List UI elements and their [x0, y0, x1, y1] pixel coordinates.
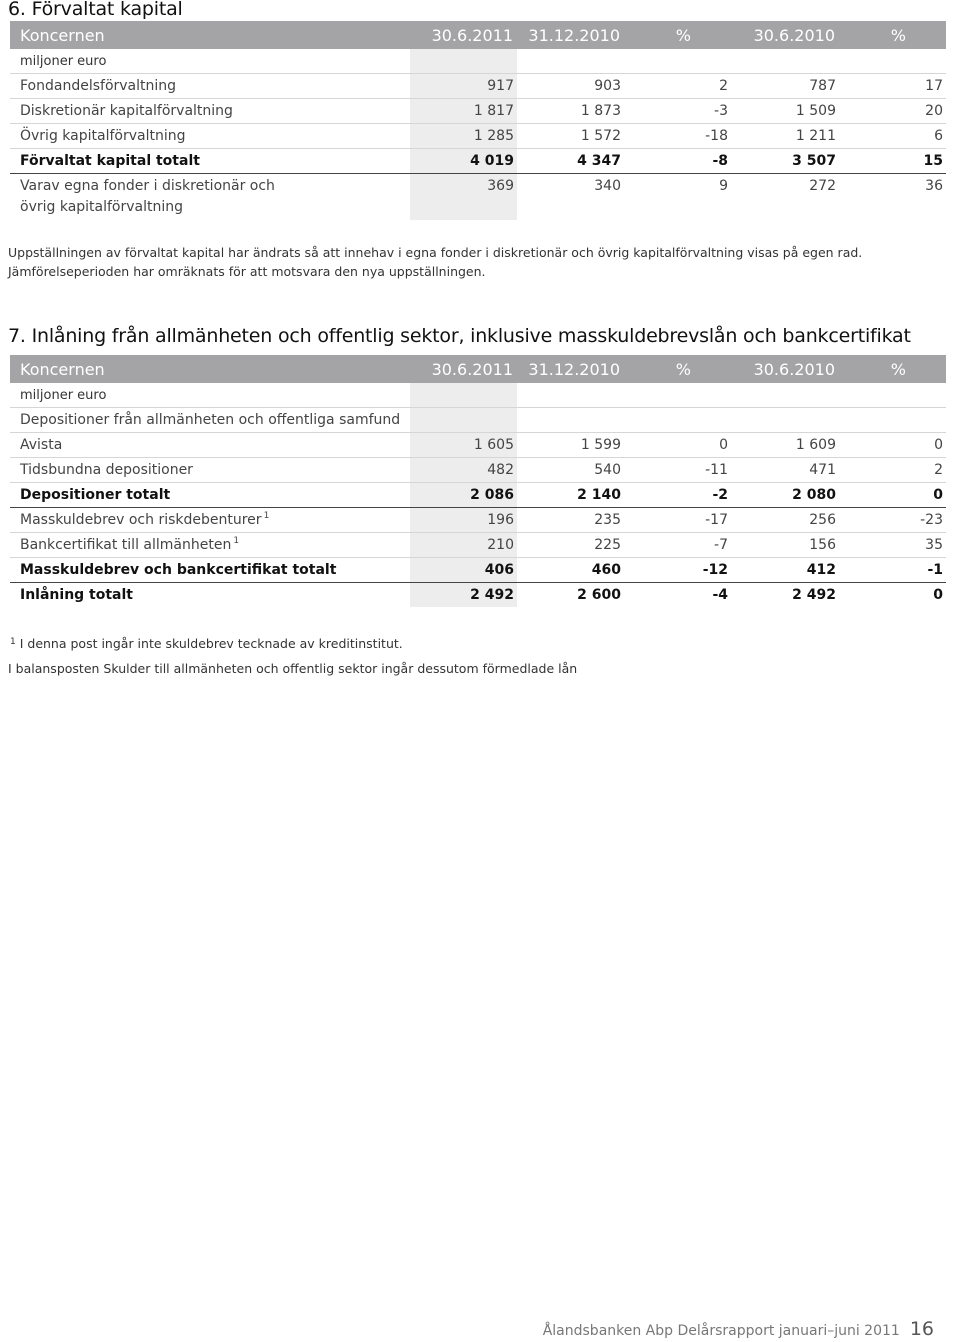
table-row-grand-total	[10, 583, 946, 608]
header-pct-2: %	[839, 355, 946, 383]
cell-value: 406	[410, 558, 517, 583]
units-label: miljoner euro	[10, 383, 410, 408]
units-row	[10, 49, 946, 74]
row-label: Inlåning totalt	[20, 587, 133, 603]
cell-value: -8	[624, 149, 731, 174]
header-date-2: 31.12.2010	[517, 355, 624, 383]
header-date-1: 30.6.2011	[410, 21, 517, 49]
subheading-label: Depositioner från allmänheten och offentliga samfund	[10, 408, 410, 433]
table-row-total	[10, 558, 946, 583]
cell-value: 4 019	[410, 149, 517, 174]
cell-value: 917	[410, 74, 517, 99]
cell-value: 460	[517, 558, 624, 583]
header-date-2: 31.12.2010	[517, 21, 624, 49]
table-row	[10, 458, 946, 483]
table-row-total	[10, 149, 946, 174]
page-number: 16	[909, 1318, 934, 1340]
cell-value: -3	[624, 99, 731, 124]
cell-value: -11	[624, 458, 731, 483]
table-header-row	[10, 355, 946, 383]
cell-value: 369	[410, 174, 517, 221]
row-label: Depositioner totalt	[10, 483, 410, 508]
cell-value: 1 873	[517, 99, 624, 124]
table-row	[10, 533, 946, 558]
cell-value: 210	[410, 533, 517, 558]
row-label: Tidsbundna depositioner	[10, 458, 410, 483]
header-date-1: 30.6.2011	[410, 355, 517, 383]
header-date-3: 30.6.2010	[731, 21, 839, 49]
cell-value: 2 492	[792, 587, 836, 603]
cell-value: 1 285	[410, 124, 517, 149]
table-row	[10, 433, 946, 458]
cell-value: 1 599	[517, 433, 624, 458]
note-line: Jämförelseperioden har omräknats för att motsvara den nya uppställningen.	[8, 264, 486, 279]
cell-value: 2 140	[517, 483, 624, 508]
footnote-marker: 1	[233, 536, 240, 546]
table-row	[10, 124, 946, 149]
cell-value: 2	[839, 458, 946, 483]
row-label: Varav egna fonder i diskretionär och övrig kapitalförvaltning	[20, 178, 275, 215]
section6-title: 6. Förvaltat kapital	[8, 0, 183, 20]
row-label	[10, 508, 410, 533]
header-group: Koncernen	[10, 21, 410, 49]
cell-value: 471	[731, 458, 839, 483]
row-label: Avista	[10, 433, 410, 458]
cell-value: -17	[624, 508, 731, 533]
cell-value: 2 080	[731, 483, 839, 508]
cell-value: 0	[839, 433, 946, 458]
header-pct-1: %	[624, 21, 731, 49]
cell-value: -12	[624, 558, 731, 583]
table-row	[10, 74, 946, 99]
cell-value: 1 509	[731, 99, 839, 124]
header-group: Koncernen	[10, 355, 410, 383]
cell-value: 2 492	[410, 583, 517, 608]
cell-value: 196	[410, 508, 517, 533]
cell-value: 20	[839, 99, 946, 124]
cell-value: -23	[839, 508, 946, 533]
cell-value: 256	[731, 508, 839, 533]
cell-value: 2 600	[577, 587, 621, 603]
row-label: Förvaltat kapital totalt	[10, 149, 410, 174]
cell-value: 482	[410, 458, 517, 483]
subheading-row	[10, 408, 946, 433]
cell-value: 1 211	[731, 124, 839, 149]
cell-value: 15	[839, 149, 946, 174]
section6-note	[8, 243, 908, 281]
note-line: Uppställningen av förvaltat kapital har ändrats så att innehav i egna fonder i diskretionär och övrig kapitalförvaltning visas på egen rad.	[8, 245, 863, 260]
cell-value: 9	[719, 178, 728, 194]
cell-value: 225	[517, 533, 624, 558]
cell-value: 2	[624, 74, 731, 99]
cell-value: 272	[809, 178, 836, 194]
row-label: Masskuldebrev och bankcertifikat totalt	[10, 558, 410, 583]
cell-value: -2	[624, 483, 731, 508]
row-label	[10, 533, 410, 558]
table-row	[10, 174, 946, 221]
cell-value: 156	[731, 533, 839, 558]
cell-value: 6	[839, 124, 946, 149]
cell-value: -18	[624, 124, 731, 149]
table-row	[10, 99, 946, 124]
units-row	[10, 383, 946, 408]
cell-value: 1 605	[410, 433, 517, 458]
report-title: Ålandsbanken Abp Delårsrapport januari–juni 2011	[542, 1323, 900, 1339]
table-row	[10, 508, 946, 533]
table-row-total	[10, 483, 946, 508]
cell-value: 235	[517, 508, 624, 533]
row-label-text: Bankcertifikat till allmänheten	[20, 537, 232, 553]
cell-value: 36	[925, 178, 943, 194]
cell-value: 903	[517, 74, 624, 99]
section7-title: 7. Inlåning från allmänheten och offentlig sektor, inklusive masskuldebrevslån och bankcertifikat	[8, 325, 911, 347]
table-header-row	[10, 21, 946, 49]
cell-value: 540	[517, 458, 624, 483]
footnote-marker: 1	[263, 511, 270, 521]
page-footer	[543, 1318, 934, 1340]
cell-value: -7	[624, 533, 731, 558]
units-label: miljoner euro	[10, 49, 410, 74]
cell-value: 4 347	[517, 149, 624, 174]
cell-value: 787	[731, 74, 839, 99]
cell-value: 0	[933, 587, 943, 603]
row-label: Diskretionär kapitalförvaltning	[10, 99, 410, 124]
row-label: Övrig kapitalförvaltning	[10, 124, 410, 149]
cell-value: 1 572	[517, 124, 624, 149]
cell-value: 1 609	[731, 433, 839, 458]
cell-value: 0	[624, 433, 731, 458]
cell-value: -4	[712, 587, 728, 603]
deposits-table	[10, 355, 946, 607]
row-label-text: Masskuldebrev och riskdebenturer	[20, 512, 262, 528]
header-date-3: 30.6.2010	[731, 355, 839, 383]
managed-capital-table	[10, 21, 946, 220]
footnote-text: I denna post ingår inte skuldebrev tecknade av kreditinstitut.	[19, 636, 403, 651]
balance-note: I balansposten Skulder till allmänheten och offentlig sektor ingår dessutom förmedlade lån	[8, 661, 578, 676]
cell-value: 340	[594, 178, 621, 194]
cell-value: 412	[731, 558, 839, 583]
row-label: Fondandelsförvaltning	[10, 74, 410, 99]
cell-value: 3 507	[731, 149, 839, 174]
footnote	[8, 634, 908, 653]
footnote-marker: 1	[10, 637, 16, 647]
cell-value: -1	[839, 558, 946, 583]
cell-value: 0	[839, 483, 946, 508]
cell-value: 17	[839, 74, 946, 99]
header-pct-1: %	[624, 355, 731, 383]
cell-value: 1 817	[410, 99, 517, 124]
header-pct-2: %	[839, 21, 946, 49]
cell-value: 35	[839, 533, 946, 558]
cell-value: 2 086	[410, 483, 517, 508]
